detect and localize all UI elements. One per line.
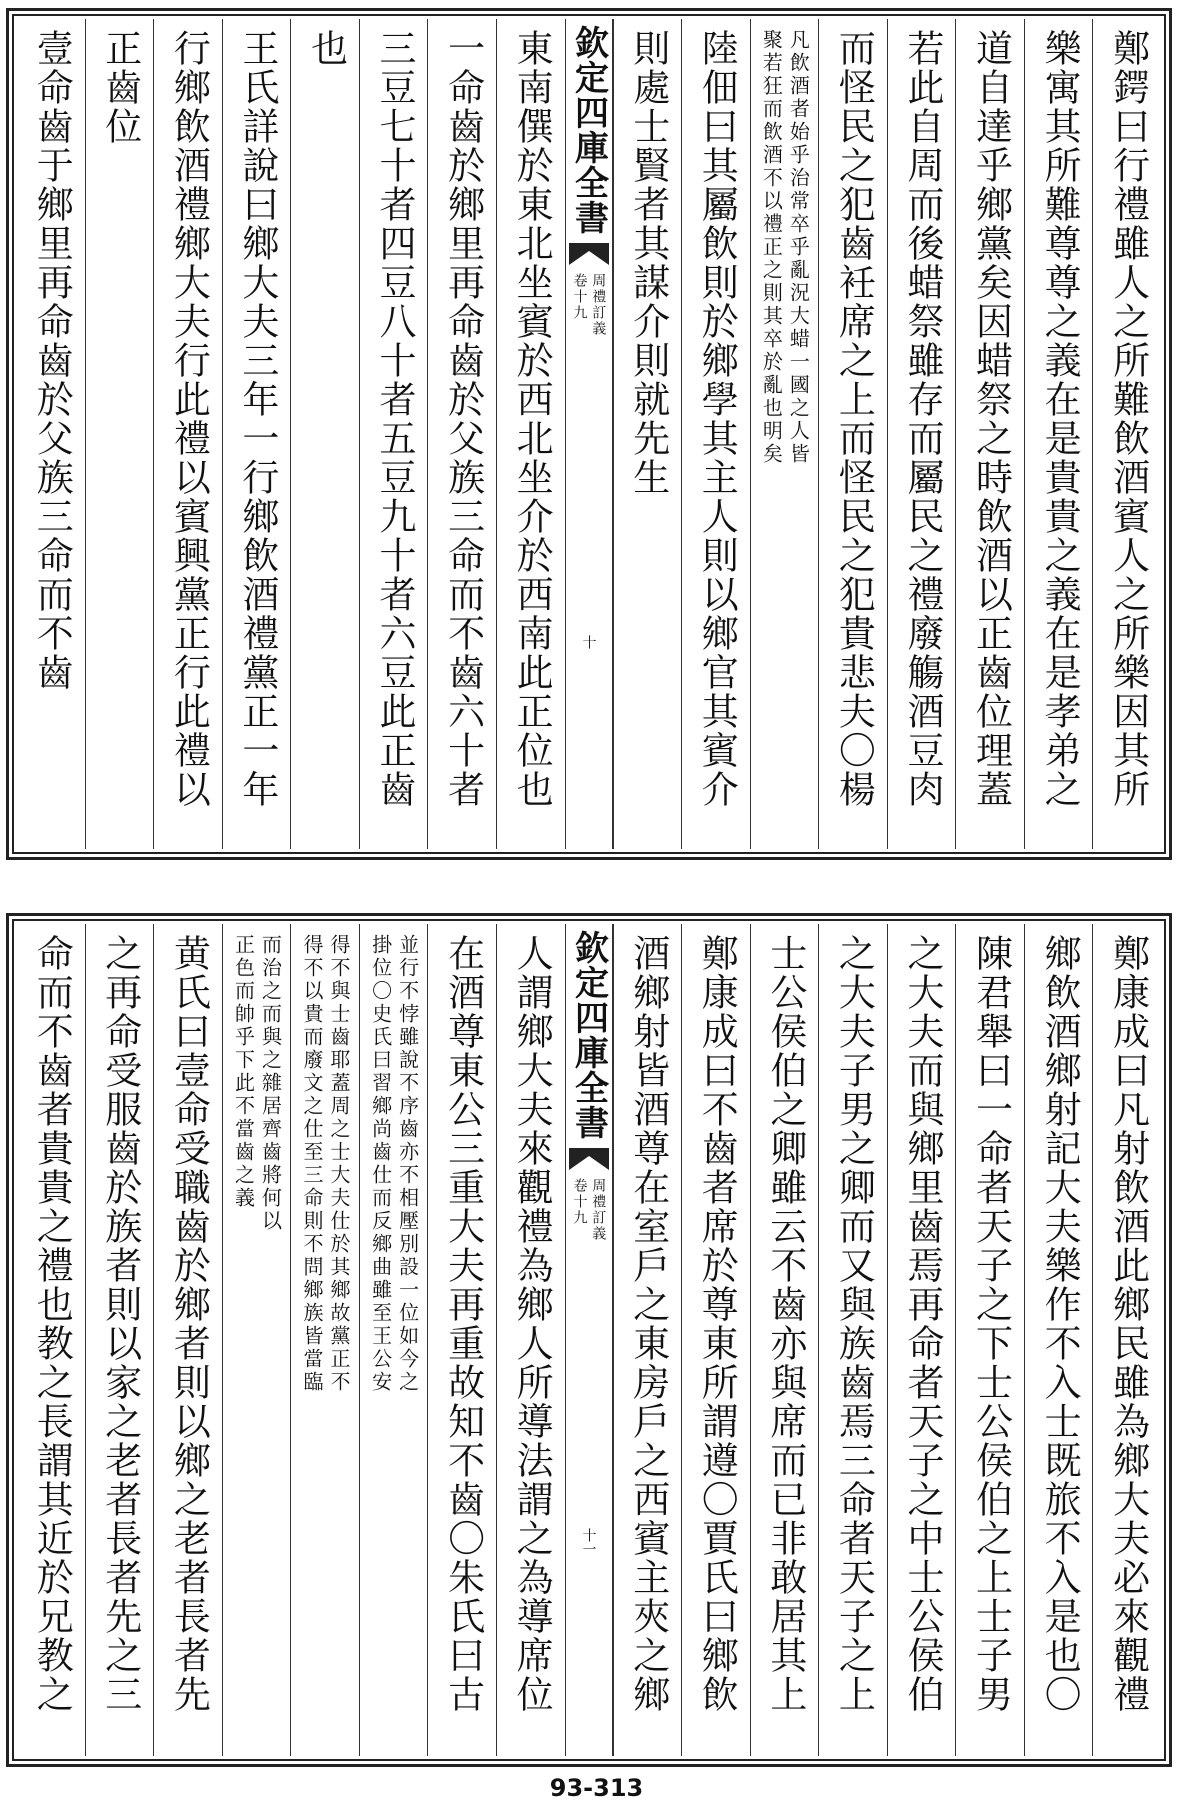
annotation-line: 而治之而與之雜居齊齒將何以 [258, 934, 283, 1233]
text-column: 陳君舉曰一命者天子之下士公侯伯之上士子男 [955, 924, 1024, 1756]
text-column: 陸佃曰其屬飲則於鄉學其主人則以鄉官其賓介 [681, 19, 750, 849]
text-column: 三豆七十者四豆八十者五豆九十者六豆此正齒 [359, 19, 428, 849]
text-column: 則處士賢者其謀介則就先生 [613, 19, 682, 849]
fishtail-mark-icon [569, 243, 609, 265]
text-column: 東南僎於東北坐賓於西北坐介於西南此正位也 [496, 19, 565, 849]
top-columns [17, 19, 1161, 849]
text-column: 之再命受服齒於族者則以家之老者長者先之三 [85, 924, 154, 1756]
center-gutter [565, 19, 613, 849]
annotation-line: 得不與士齒耶蓋周之士大夫仕於其鄉故黨正不 [327, 934, 352, 1394]
annotation-line: 並行不悖雖說不序齒亦不相壓別設一位如今之 [395, 934, 420, 1394]
book-series-title: 欽定四庫全書 [568, 930, 609, 1140]
annotation-column [222, 924, 291, 1756]
bottom-columns [17, 924, 1161, 1756]
book-title: 周禮訂義 [590, 273, 607, 337]
text-column: 一命齒於鄉里再命齒於父族三命而不齒六十者 [427, 19, 496, 849]
fishtail-mark-icon [569, 1148, 609, 1170]
text-column: 行鄉飲酒禮鄉大夫行此禮以賓興黨正行此禮以 [153, 19, 222, 849]
text-column: 酒鄉射皆酒尊在室戶之東房戶之西賓主夾之鄉 [613, 924, 682, 1756]
text-column: 王氏詳說曰鄉大夫三年一行鄉飲酒禮黨正一年 [222, 19, 291, 849]
text-column: 壹命齒于鄉里再命齒於父族三命而不齒 [30, 29, 74, 692]
text-column: 正齒位 [85, 19, 154, 849]
leaf-number: 十 [580, 635, 597, 649]
book-series-title: 欽定四庫全書 [568, 25, 609, 235]
annotation-line: 聚若狂而飲酒不以禮正之則其卒於亂也明矣 [759, 29, 784, 466]
annotation-column [359, 924, 428, 1756]
center-gutter [565, 924, 613, 1756]
text-column: 鄭康成曰不齒者席於尊東所謂遵〇賈氏曰鄉飲 [681, 924, 750, 1756]
book-title: 周禮訂義 [590, 1178, 607, 1242]
annotation-line: 得不以貴而廢文之仕至三命則不問鄉族皆當臨 [300, 934, 325, 1394]
top-page [6, 8, 1172, 860]
text-column: 鄉飲酒鄉射記大夫樂作不入士既旅不入是也〇 [1024, 924, 1093, 1756]
text-column: 樂寓其所難尊尊之義在是貴貴之義在是孝弟之 [1024, 19, 1093, 849]
text-column: 若此自周而後蜡祭雖存而屬民之禮廢觴酒豆肉 [887, 19, 956, 849]
text-column: 而怪民之犯齒衽席之上而怪民之犯貴悲夫〇楊 [818, 19, 887, 849]
page-number: 93-313 [549, 1774, 644, 1802]
text-column: 也 [290, 19, 359, 849]
text-column: 士公侯伯之卿雖云不齒亦與席而已非敢居其上 [750, 924, 819, 1756]
text-column: 之大夫而與鄉里齒焉再命者天子之中士公侯伯 [887, 924, 956, 1756]
leaf-number: 十一 [580, 1528, 597, 1556]
annotation-line: 正色而帥乎下此不當齒之義 [231, 934, 256, 1210]
volume-label: 卷十九 [571, 1178, 588, 1226]
text-column: 道自達乎鄉黨矣因蜡祭之時飲酒以正齒位理蓋 [955, 19, 1024, 849]
bottom-page [6, 913, 1172, 1767]
text-column: 黄氏曰壹命受職齒於鄉者則以鄉之老者長者先 [153, 924, 222, 1756]
text-column: 之大夫子男之卿而又與族齒焉三命者天子之上 [818, 924, 887, 1756]
annotation-column [750, 19, 819, 849]
text-column: 在酒尊東公三重大夫再重故知不齒〇朱氏曰古 [427, 924, 496, 1756]
text-column: 鄭康成曰凡射飲酒此鄉民雖為鄉大夫必來觀禮 [1092, 924, 1161, 1756]
annotation-line: 凡飲酒者始乎治常卒乎亂況大蜡一國之人皆 [786, 29, 811, 466]
text-column: 鄭鍔曰行禮雖人之所難飲酒賓人之所樂因其所 [1092, 19, 1161, 849]
volume-label: 卷十九 [571, 273, 588, 321]
annotation-column [290, 924, 359, 1756]
text-column: 命而不齒者貴貴之禮也教之長謂其近於兄教之 [30, 934, 74, 1714]
annotation-line: 掛位〇史氏曰習鄉尚齒仕而反鄉曲雖至王公安 [368, 934, 393, 1394]
text-column: 人謂鄉大夫來觀禮為鄉人所導法謂之為導席位 [496, 924, 565, 1756]
